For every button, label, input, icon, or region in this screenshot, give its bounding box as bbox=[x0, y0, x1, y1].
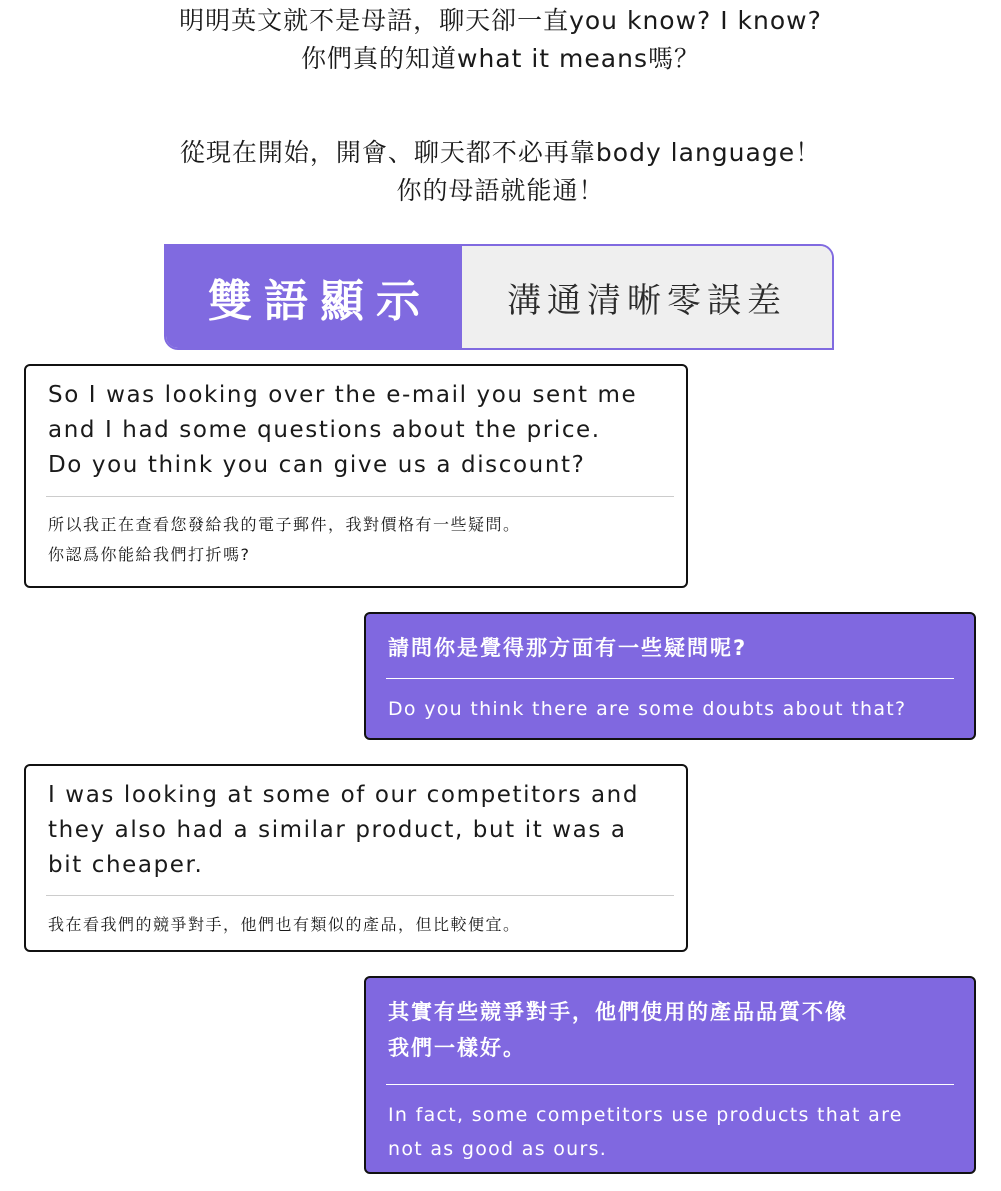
banner-right-label: 溝通清晰零誤差 bbox=[462, 246, 832, 348]
bubble-2-divider bbox=[386, 678, 954, 679]
banner-left-label: 雙語顯示 bbox=[166, 246, 462, 348]
bilingual-banner bbox=[164, 244, 834, 350]
bubble-1-english: So I was looking over the e-mail you sent me and I had some questions about the price. Do you think you can give us a discount? bbox=[48, 382, 638, 478]
bubble-1-chinese: 所以我正在查看您發給我的電子郵件，我對價格有一些疑問。 你認爲你能給我們打折嗎? bbox=[48, 515, 521, 564]
intro-paragraph-2: 從現在開始，開會、聊天都不必再靠body language！ 你的母語就能通！ bbox=[179, 138, 822, 205]
chat-bubble-3 bbox=[24, 764, 688, 952]
bubble-1-divider bbox=[46, 496, 674, 497]
bubble-4-english: In fact, some competitors use products that are not as good as ours. bbox=[388, 1104, 903, 1160]
bubble-4-divider bbox=[386, 1084, 954, 1085]
bubble-2-english: Do you think there are some doubts about that? bbox=[388, 698, 907, 720]
bubble-3-divider bbox=[46, 895, 674, 896]
chat-bubble-4 bbox=[364, 976, 976, 1174]
bubble-2-chinese: 請問你是覺得那方面有一些疑問呢? bbox=[388, 636, 748, 660]
bubble-4-chinese: 其實有些競爭對手，他們使用的產品品質不像 我們一樣好。 bbox=[388, 1000, 848, 1060]
chat-bubble-1 bbox=[24, 364, 688, 588]
bubble-3-chinese: 我在看我們的競爭對手，他們也有類似的產品，但比較便宜。 bbox=[48, 915, 521, 934]
chat-bubble-2 bbox=[364, 612, 976, 740]
bubble-3-english: I was looking at some of our competitors and they also had a similar product, but it was a bit cheaper. bbox=[48, 782, 640, 878]
intro-paragraph-1: 明明英文就不是母語，聊天卻一直you know? I know? 你們真的知道what it means嗎？ bbox=[179, 6, 822, 73]
